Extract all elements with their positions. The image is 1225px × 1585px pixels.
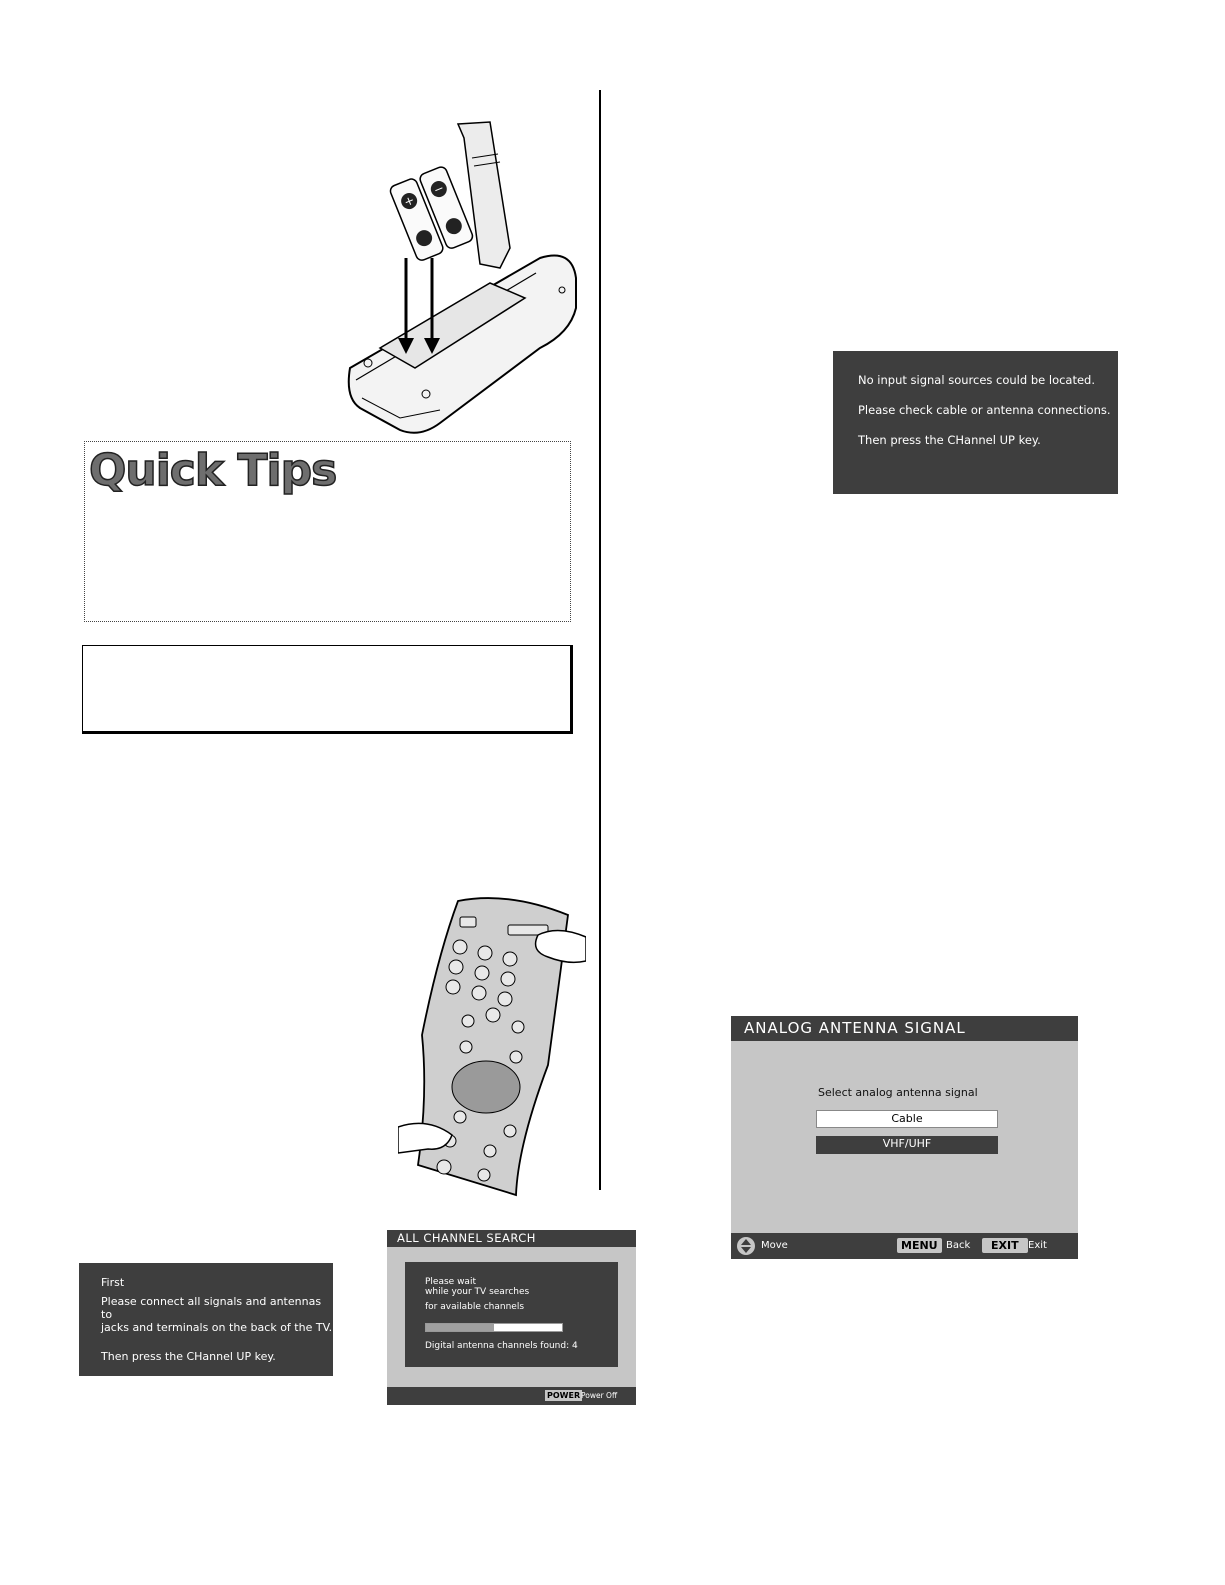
option-vhf-uhf[interactable]: VHF/UHF — [816, 1136, 998, 1154]
svg-text:+: + — [401, 192, 417, 210]
column-divider — [599, 90, 601, 1190]
search-line: Please wait — [425, 1277, 476, 1287]
back-label: Back — [946, 1240, 971, 1251]
search-progress-fill — [426, 1324, 494, 1331]
no-signal-line: Then press the CHannel UP key. — [858, 433, 1041, 447]
exit-label: Exit — [1028, 1240, 1047, 1251]
channel-search-footer — [387, 1387, 636, 1405]
first-line: Please connect all signals and antennas to — [101, 1295, 322, 1321]
analog-antenna-prompt: Select analog antenna signal — [818, 1086, 978, 1099]
no-signal-screen — [833, 351, 1118, 494]
channel-search-title: ALL CHANNEL SEARCH — [387, 1230, 636, 1247]
analog-antenna-footer — [731, 1233, 1078, 1259]
analog-antenna-title: ANALOG ANTENNA SIGNAL — [731, 1016, 1078, 1041]
move-arrows-icon — [737, 1237, 755, 1255]
channel-search-screen — [387, 1230, 636, 1405]
search-line: while your TV searches — [425, 1287, 530, 1297]
first-line: Then press the CHannel UP key. — [101, 1350, 276, 1363]
channel-search-panel — [405, 1262, 618, 1367]
note-box — [82, 645, 573, 734]
menu-key: MENU — [897, 1238, 942, 1253]
remote-control-illustration — [398, 895, 586, 1205]
option-cable[interactable]: Cable — [816, 1110, 998, 1128]
no-signal-line: Please check cable or antenna connections. — [858, 403, 1111, 417]
power-off-label: Power Off — [581, 1391, 618, 1400]
search-line: for available channels — [425, 1302, 525, 1312]
battery-insertion-illustration — [340, 118, 580, 440]
quick-tips-title: Quick Tips — [89, 445, 337, 496]
power-key: POWER — [547, 1391, 581, 1400]
analog-antenna-screen — [731, 1016, 1078, 1259]
svg-text:−: − — [431, 180, 447, 198]
search-progress-percent: 50% — [540, 1324, 561, 1334]
no-signal-line: No input signal sources could be located. — [858, 373, 1096, 387]
exit-key: EXIT — [982, 1238, 1028, 1253]
quick-tips-box — [84, 441, 571, 622]
move-label: Move — [761, 1240, 788, 1251]
first-connect-screen — [79, 1263, 333, 1376]
first-line: jacks and terminals on the back of the TV. — [101, 1321, 333, 1334]
channels-found-label: Digital antenna channels found: 4 — [425, 1341, 578, 1351]
first-heading: First — [101, 1276, 125, 1289]
